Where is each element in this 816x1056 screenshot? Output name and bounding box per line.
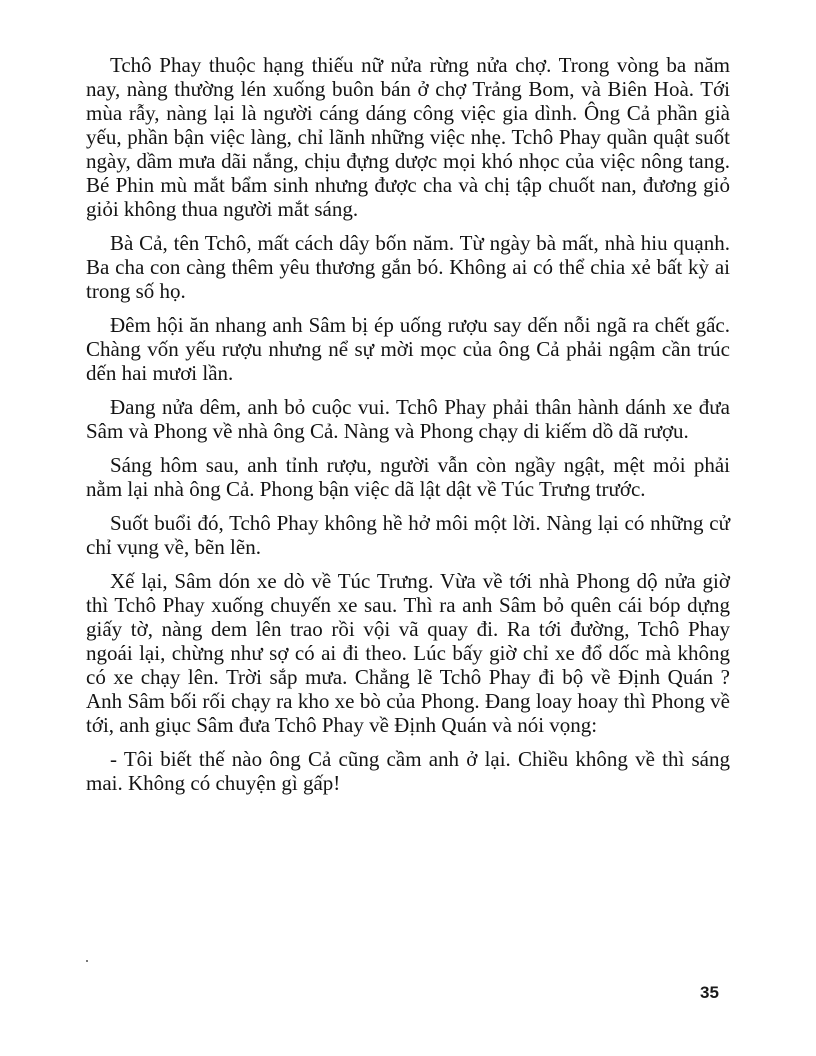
paragraph-3: Đêm hội ăn nhang anh Sâm bị ép uống rượu say dến nỗi ngã ra chết gấc. Chàng vốn yếu rượu nhưng nể sự mời mọc của ông Cả phải ngậm cần trúc dến hai mươi lần.	[86, 313, 730, 385]
paragraph-4: Đang nửa dêm, anh bỏ cuộc vui. Tchô Phay phải thân hành dánh xe đưa Sâm và Phong về nhà ông Cả. Nàng và Phong chạy di kiếm dồ dã rượu.	[86, 395, 730, 443]
page-number: 35	[700, 983, 719, 1002]
paragraph-8-dialogue: - Tôi biết thế nào ông Cả cũng cầm anh ở lại. Chiều không về thì sáng mai. Không có chuyện gì gấp!	[86, 747, 730, 795]
paragraph-2: Bà Cả, tên Tchô, mất cách dây bốn năm. Từ ngày bà mất, nhà hiu quạnh. Ba cha con càng thêm yêu thương gắn bó. Không ai có thể chia xẻ bất kỳ ai trong số họ.	[86, 231, 730, 303]
paragraph-5: Sáng hôm sau, anh tỉnh rượu, người vẫn còn ngầy ngật, mệt mỏi phải nằm lại nhà ông Cả. Phong bận việc dã lật dật về Túc Trưng trước.	[86, 453, 730, 501]
scan-speck	[86, 960, 88, 962]
paragraph-1: Tchô Phay thuộc hạng thiếu nữ nửa rừng nửa chợ. Trong vòng ba năm nay, nàng thường lén xuống buôn bán ở chợ Trảng Bom, và Biên Hoà. Tới mùa rẫy, nàng lại là người cáng dáng công việc gia dình. Ông Cả phần già yếu, phần bận việc làng, chỉ lãnh những việc nhẹ. Tchô Phay quần quật suốt ngày, dầm mưa dãi nắng, chịu đựng dược mọi khó nhọc của việc nông tang. Bé Phin mù mắt bẩm sinh nhưng được cha và chị tập chuốt nan, đương giỏ giỏi không thua người mắt sáng.	[86, 53, 730, 221]
paragraph-7: Xế lại, Sâm dón xe dò về Túc Trưng. Vừa về tới nhà Phong dộ nửa giờ thì Tchô Phay xuống chuyến xe sau. Thì ra anh Sâm bỏ quên cái bóp dựng giấy tờ, nàng dem lên trao rồi vội vã quay đi. Ra tới đường, Tchô Phay ngoái lại, chừng như sợ có ai đi theo. Lúc bấy giờ chỉ xe đổ dốc mà không có xe chạy lên. Trời sắp mưa. Chẳng lẽ Tchô Phay đi bộ về Định Quán ? Anh Sâm bối rối chạy ra kho xe bò của Phong. Đang loay hoay thì Phong về tới, anh giục Sâm đưa Tchô Phay về Định Quán và nói vọng:	[86, 569, 730, 737]
page-body	[86, 53, 730, 795]
paragraph-6: Suốt buổi đó, Tchô Phay không hề hở môi một lời. Nàng lại có những cử chỉ vụng về, bẽn lẽn.	[86, 511, 730, 559]
